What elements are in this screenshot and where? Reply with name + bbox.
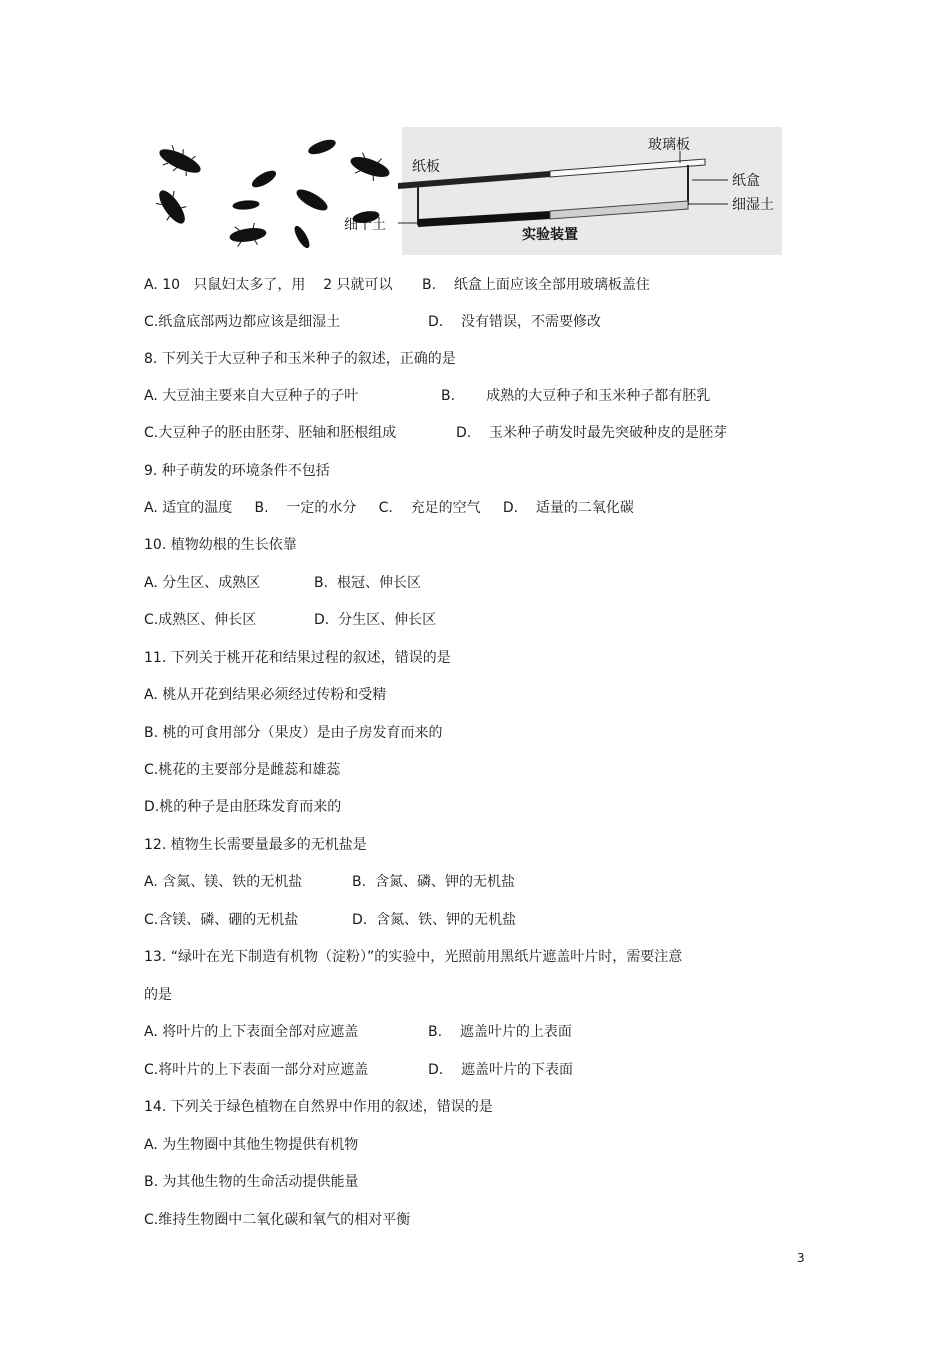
q12-option-b: B. 含氮、磷、钾的无机盐 bbox=[352, 874, 515, 890]
woodlouse-icon bbox=[294, 186, 329, 213]
woodlouse-icon bbox=[347, 149, 393, 185]
q9-stem: 9. 种子萌发的环境条件不包括 bbox=[144, 463, 330, 479]
woodlouse-icon bbox=[155, 141, 205, 181]
q11-option-d: D.桃的种子是由胚珠发育而来的 bbox=[144, 799, 342, 815]
label-paper-box: 纸盒 bbox=[732, 173, 760, 189]
q11-stem: 11. 下列关于桃开花和结果过程的叙述，错误的是 bbox=[144, 650, 451, 666]
q13-option-a: A. 将叶片的上下表面全部对应遮盖 bbox=[144, 1024, 359, 1040]
q10-option-a: A. 分生区、成熟区 bbox=[144, 575, 261, 591]
q8-option-a: A. 大豆油主要来自大豆种子的子叶 bbox=[144, 388, 359, 404]
q8-option-c: C.大豆种子的胚由胚芽、胚轴和胚根组成 bbox=[144, 425, 397, 441]
q11-option-c: C.桃花的主要部分是雌蕊和雄蕊 bbox=[144, 762, 341, 778]
label-apparatus: 实验装置 bbox=[522, 227, 578, 243]
q8-option-d: D. 玉米种子萌发时最先突破种皮的是胚芽 bbox=[456, 425, 728, 441]
q14-option-a: A. 为生物圈中其他生物提供有机物 bbox=[144, 1137, 359, 1153]
label-fine-wet-soil: 细湿土 bbox=[732, 197, 774, 213]
q12-option-a: A. 含氮、镁、铁的无机盐 bbox=[144, 874, 303, 890]
q14-option-c: C.维持生物圈中二氧化碳和氧气的相对平衡 bbox=[144, 1212, 411, 1228]
q12-stem: 12. 植物生长需要量最多的无机盐是 bbox=[144, 837, 367, 853]
figure-background bbox=[402, 127, 782, 255]
q7-option-a: A. 10 只鼠妇太多了，用 2 只就可以 bbox=[144, 277, 393, 293]
woodlouse-icon bbox=[293, 225, 312, 250]
woodlouse-icon bbox=[233, 200, 260, 210]
q14-stem: 14. 下列关于绿色植物在自然界中作用的叙述，错误的是 bbox=[144, 1099, 493, 1115]
label-paperboard: 纸板 bbox=[412, 159, 440, 175]
q11-option-a: A. 桃从开花到结果必须经过传粉和受精 bbox=[144, 687, 387, 703]
q7-option-d: D. 没有错误，不需要修改 bbox=[428, 314, 602, 330]
woodlouse-icon bbox=[229, 222, 268, 249]
woodlouse-icon bbox=[307, 138, 337, 157]
q9-options: A. 适宜的温度 B. 一定的水分 C. 充足的空气 D. 适量的二氧化碳 bbox=[144, 500, 634, 516]
experiment-figure bbox=[140, 125, 790, 257]
woodlouse-icon bbox=[151, 185, 192, 230]
experiment-diagram bbox=[140, 125, 790, 257]
q13-stem-line2: 的是 bbox=[144, 987, 172, 1003]
label-fine-dry-soil: 细干土 bbox=[344, 217, 386, 233]
q12-option-c: C.含镁、磷、硼的无机盐 bbox=[144, 912, 299, 928]
page-number: 3 bbox=[797, 1251, 805, 1265]
q8-stem: 8. 下列关于大豆种子和玉米种子的叙述，正确的是 bbox=[144, 351, 456, 367]
q14-option-b: B. 为其他生物的生命活动提供能量 bbox=[144, 1174, 359, 1190]
q12-option-d: D. 含氮、铁、钾的无机盐 bbox=[352, 912, 517, 928]
q13-stem-line1: 13. “绿叶在光下制造有机物（淀粉）”的实验中，光照前用黑纸片遮盖叶片时，需要注意 bbox=[144, 949, 683, 965]
q10-option-c: C.成熟区、伸长区 bbox=[144, 612, 257, 628]
q10-option-b: B. 根冠、伸长区 bbox=[314, 575, 421, 591]
q10-option-d: D. 分生区、伸长区 bbox=[314, 612, 437, 628]
q13-option-c: C.将叶片的上下表面一部分对应遮盖 bbox=[144, 1062, 369, 1078]
q11-option-b: B. 桃的可食用部分（果皮）是由子房发育而来的 bbox=[144, 725, 443, 741]
woodlouse-icon bbox=[250, 168, 278, 190]
q8-option-b: B. 成熟的大豆种子和玉米种子都有胚乳 bbox=[441, 388, 711, 404]
q10-stem: 10. 植物幼根的生长依靠 bbox=[144, 537, 297, 553]
q13-option-d: D. 遮盖叶片的下表面 bbox=[428, 1062, 574, 1078]
q7-option-c: C.纸盒底部两边都应该是细湿土 bbox=[144, 314, 341, 330]
q13-option-b: B. 遮盖叶片的上表面 bbox=[428, 1024, 572, 1040]
q7-option-b: B. 纸盒上面应该全部用玻璃板盖住 bbox=[422, 277, 650, 293]
label-glass-plate: 玻璃板 bbox=[648, 137, 690, 153]
